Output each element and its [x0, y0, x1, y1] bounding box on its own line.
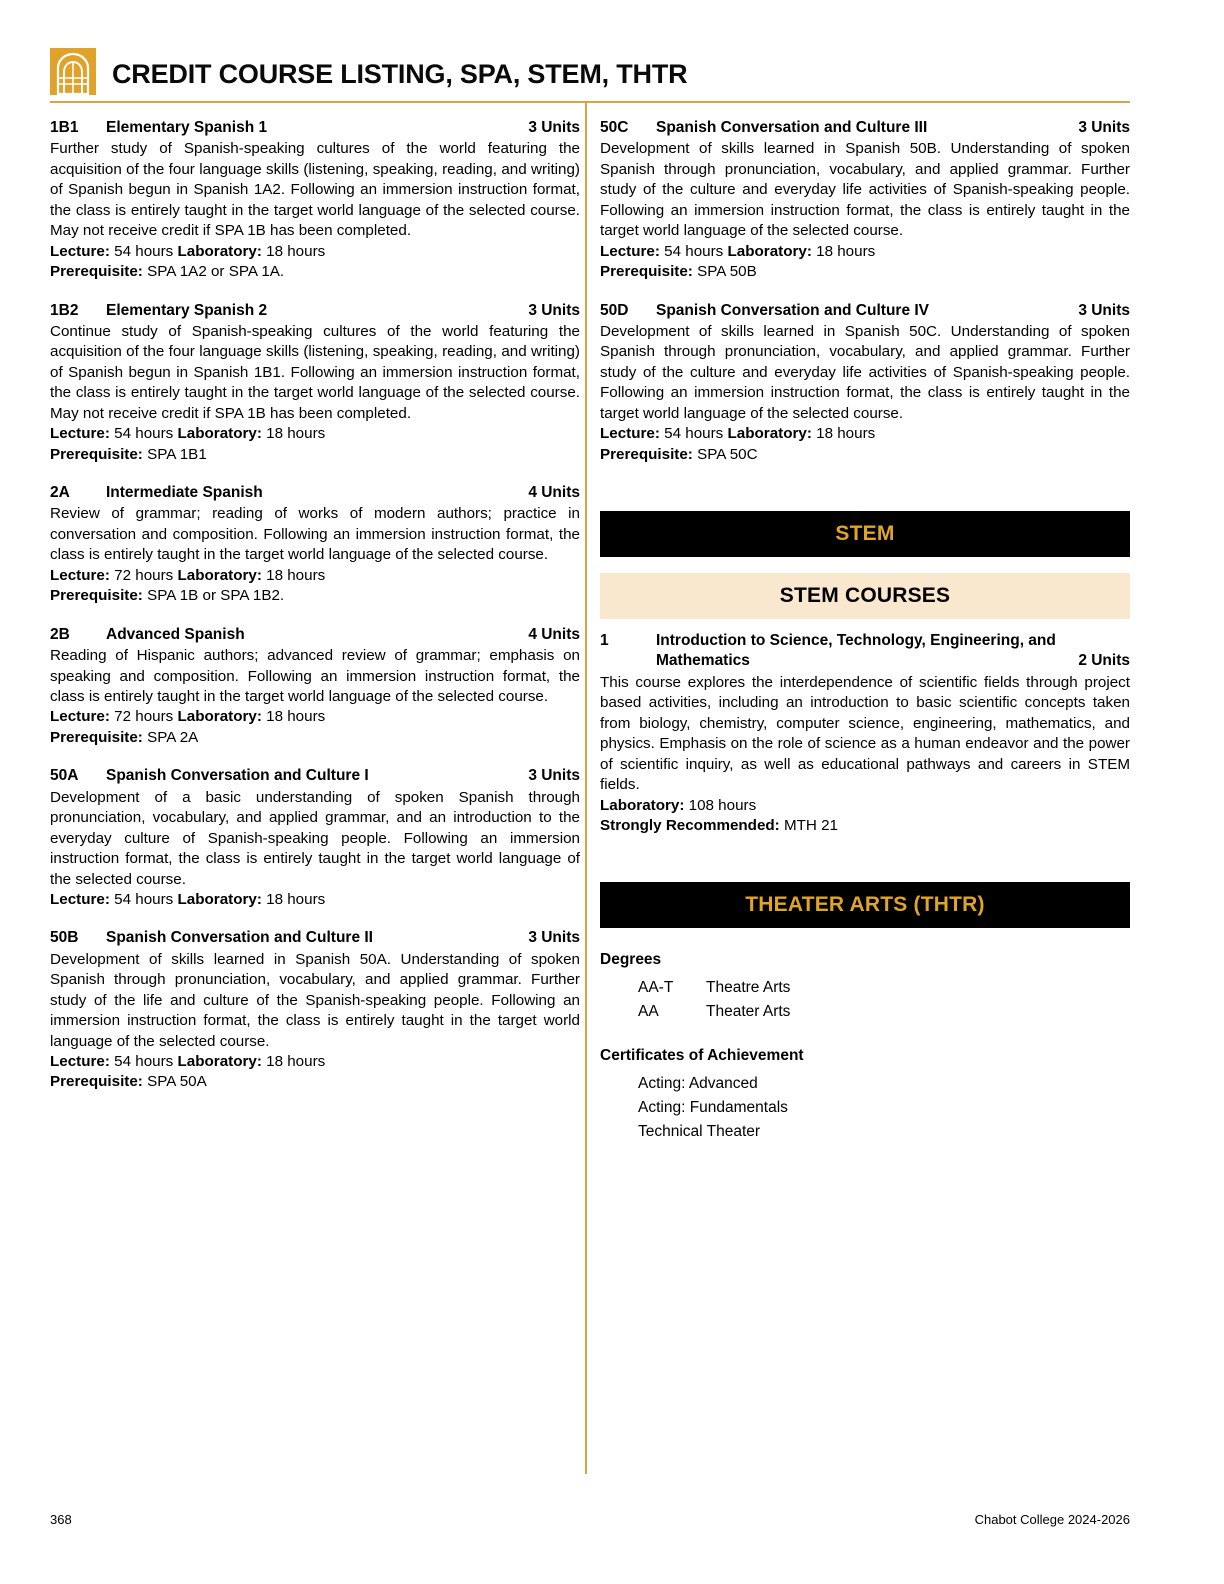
prerequisite-value: SPA 50C	[697, 445, 758, 463]
prerequisite-label: Prerequisite:	[50, 445, 143, 463]
lecture-value: 54 hours	[114, 242, 174, 260]
course-hours	[600, 424, 1130, 444]
prerequisite-label: Prerequisite:	[600, 263, 693, 281]
spacer	[600, 928, 1130, 950]
page-title: CREDIT COURSE LISTING, SPA, STEM, THTR	[112, 58, 688, 89]
course-units: 3 Units	[1078, 119, 1130, 136]
prerequisite-label: Prerequisite:	[50, 587, 143, 605]
course-description: Development of skills learned in Spanish 50A. Understanding of spoken Spanish through pronunciation, vocabulary, and applied grammar. Further study of the life and culture of the Spanish-speaking people. Following an immersion instruction format, the class is entirely taught in the target world language of the selected course.	[50, 950, 580, 1050]
laboratory-value: 18 hours	[816, 242, 876, 260]
column-divider	[585, 103, 587, 1474]
prerequisite-value: SPA 50A	[147, 1073, 207, 1091]
course-header	[50, 118, 580, 138]
prerequisite-value: SPA 2A	[147, 728, 199, 746]
page-footer	[50, 1512, 1130, 1527]
prerequisite-label: Prerequisite:	[50, 728, 143, 746]
lecture-value: 54 hours	[114, 425, 174, 443]
course-prerequisite	[50, 1072, 580, 1092]
laboratory-value: 18 hours	[266, 890, 326, 908]
stem-courses-banner: STEM COURSES	[600, 573, 1130, 619]
course-title-line-2: Mathematics	[656, 652, 750, 670]
course-hours	[50, 424, 580, 444]
laboratory-label: Laboratory:	[177, 708, 262, 726]
course-number: 50B	[50, 929, 79, 947]
course-hours	[50, 1052, 580, 1072]
course-prerequisite	[600, 445, 1130, 465]
right-column	[600, 118, 1130, 1144]
course-prerequisite	[50, 728, 580, 748]
laboratory-label: Laboratory:	[177, 242, 262, 260]
lecture-label: Lecture:	[50, 566, 110, 584]
degree-name: Theatre Arts	[706, 979, 791, 997]
lecture-value: 54 hours	[664, 242, 724, 260]
lecture-value: 72 hours	[114, 566, 174, 584]
course-number: 50C	[600, 119, 629, 136]
course-title: Intermediate Spanish	[106, 484, 263, 502]
degree-name: Theater Arts	[706, 1003, 791, 1021]
certificate-row: Acting: Advanced	[638, 1075, 758, 1093]
course-recommendation	[600, 816, 1130, 836]
strongly-recommended-value: MTH 21	[783, 817, 838, 834]
laboratory-value: 18 hours	[266, 1053, 326, 1071]
spacer	[600, 1024, 1130, 1046]
degrees-block	[600, 950, 1130, 1024]
prerequisite-label: Prerequisite:	[50, 1073, 143, 1091]
lecture-label: Lecture:	[50, 1053, 110, 1071]
header-rule	[50, 101, 1130, 103]
course-units: 3 Units	[528, 929, 580, 947]
theater-arts-section-banner: THEATER ARTS (THTR)	[600, 882, 1130, 928]
course-units: 3 Units	[1078, 301, 1130, 319]
course-title-line-1: Introduction to Science, Technology, Engineering, and	[656, 632, 1056, 650]
prerequisite-value: SPA 1B or SPA 1B2.	[147, 587, 285, 605]
course-description: Continue study of Spanish-speaking cultures of the world featuring the acquisition of the four language skills (listening, speaking, reading, and writing) of Spanish begun in Spanish 1B1. Following an immersion instruction format, the class is entirely taught in the target world language of the selected course. May not receive credit if SPA 1B has been completed.	[50, 322, 580, 422]
course-number: 1	[600, 632, 609, 650]
prerequisite-value: SPA 1B1	[147, 445, 207, 463]
course-hours	[50, 707, 580, 727]
prerequisite-label: Prerequisite:	[600, 445, 693, 463]
laboratory-label: Laboratory:	[177, 890, 262, 908]
course-title: Advanced Spanish	[106, 625, 245, 643]
course-units: 3 Units	[528, 301, 580, 319]
course-entry	[50, 118, 580, 283]
lecture-label: Lecture:	[50, 708, 110, 726]
course-title: Elementary Spanish 1	[106, 119, 268, 136]
lecture-value: 54 hours	[664, 425, 724, 443]
course-header	[50, 928, 580, 948]
course-number: 50A	[50, 767, 79, 785]
course-units: 2 Units	[1078, 652, 1130, 670]
laboratory-value: 18 hours	[266, 425, 326, 443]
course-units: 3 Units	[528, 767, 580, 785]
course-units: 4 Units	[528, 484, 580, 502]
lecture-label: Lecture:	[50, 242, 110, 260]
course-prerequisite	[50, 262, 580, 282]
spacer	[600, 854, 1130, 882]
strongly-recommended-label: Strongly Recommended:	[600, 817, 780, 834]
course-entry	[600, 631, 1130, 836]
course-units: 3 Units	[528, 119, 580, 136]
certificates-heading: Certificates of Achievement	[600, 1047, 804, 1065]
degree-code: AA	[638, 1003, 659, 1021]
course-entry	[600, 301, 1130, 466]
course-prerequisite	[50, 586, 580, 606]
course-number: 50D	[600, 301, 629, 319]
lecture-label: Lecture:	[50, 425, 110, 443]
course-entry	[50, 928, 580, 1093]
course-title: Spanish Conversation and Culture IV	[656, 301, 930, 319]
prerequisite-label: Prerequisite:	[50, 263, 143, 281]
laboratory-value: 18 hours	[816, 425, 876, 443]
course-number: 2A	[50, 484, 70, 502]
spacer	[600, 557, 1130, 573]
course-header	[600, 631, 1130, 672]
lecture-value: 72 hours	[114, 708, 174, 726]
course-header	[50, 301, 580, 321]
course-header	[50, 483, 580, 503]
course-entry	[600, 118, 1130, 283]
lecture-value: 54 hours	[114, 890, 174, 908]
course-title: Spanish Conversation and Culture I	[106, 767, 369, 785]
course-hours	[50, 242, 580, 262]
course-title: Spanish Conversation and Culture III	[656, 119, 928, 136]
certificate-row: Technical Theater	[638, 1123, 761, 1141]
laboratory-label: Laboratory:	[177, 566, 262, 584]
page-header	[50, 44, 1130, 102]
course-description: Review of grammar; reading of works of modern authors; practice in conversation and composition. Following an immersion instruction format, the class is entirely taught in the target world language of the selected course.	[50, 505, 580, 564]
page-number: 368	[50, 1512, 72, 1527]
chabot-college-logo-icon	[50, 48, 96, 98]
course-entry	[50, 483, 580, 607]
left-column	[50, 118, 580, 1093]
laboratory-label: Laboratory:	[727, 425, 812, 443]
degrees-heading: Degrees	[600, 951, 662, 969]
spacer	[600, 619, 1130, 631]
course-header	[600, 118, 1130, 138]
course-description: Development of skills learned in Spanish 50B. Understanding of spoken Spanish through pronunciation, vocabulary, and applied grammar. Further study of the culture and everyday life activities of Spanish-speaking people. Following an immersion instruction format, the class is entirely taught in the target world language of the selected course.	[600, 140, 1130, 240]
course-header	[50, 625, 580, 645]
course-header	[50, 766, 580, 786]
laboratory-label: Laboratory:	[177, 1053, 262, 1071]
certificate-row: Acting: Fundamentals	[638, 1099, 788, 1117]
course-number: 2B	[50, 625, 70, 643]
course-prerequisite	[600, 262, 1130, 282]
lecture-label: Lecture:	[600, 425, 660, 443]
course-number: 1B1	[50, 119, 79, 136]
course-header	[600, 301, 1130, 321]
course-description: This course explores the interdependence of scientific fields through project based activities, including an introduction to basic scientific concepts taken from biology, chemistry, computer science, engineering, mathematics, and physics. Emphasis on the role of science as a human endeavor and the power of scientific inquiry, as well as educational pathways and careers in STEM fields.	[600, 673, 1130, 794]
course-units: 4 Units	[528, 625, 580, 643]
lecture-label: Lecture:	[50, 890, 110, 908]
course-hours	[600, 796, 1130, 816]
degree-code: AA-T	[638, 979, 674, 997]
course-number: 1B2	[50, 301, 79, 319]
stem-section-banner: STEM	[600, 511, 1130, 557]
laboratory-value: 18 hours	[266, 242, 326, 260]
course-hours	[50, 890, 580, 910]
laboratory-label: Laboratory:	[727, 242, 812, 260]
course-description: Further study of Spanish-speaking cultures of the world featuring the acquisition of the four language skills (listening, speaking, reading, and writing) of Spanish begun in Spanish 1A2. Following an immersion instruction format, the class is entirely taught in the target world language of the selected course. May not receive credit if SPA 1B has been completed.	[50, 140, 580, 240]
certificates-block	[600, 1046, 1130, 1144]
course-title: Spanish Conversation and Culture II	[106, 929, 373, 947]
course-hours	[50, 566, 580, 586]
laboratory-label: Laboratory:	[600, 796, 685, 814]
course-description: Reading of Hispanic authors; advanced review of grammar; emphasis on speaking and composition. Following an immersion instruction format, the class is entirely taught in the target world language of the selected course.	[50, 647, 580, 705]
lecture-label: Lecture:	[600, 242, 660, 260]
lecture-value: 54 hours	[114, 1053, 174, 1071]
course-hours	[600, 242, 1130, 262]
laboratory-value: 18 hours	[266, 708, 326, 726]
laboratory-label: Laboratory:	[177, 425, 262, 443]
laboratory-value: 108 hours	[688, 796, 757, 814]
spacer	[600, 483, 1130, 511]
prerequisite-value: SPA 1A2 or SPA 1A.	[147, 263, 285, 281]
course-entry	[50, 766, 580, 910]
degree-row	[600, 1000, 1130, 1024]
course-prerequisite	[50, 445, 580, 465]
prerequisite-value: SPA 50B	[697, 263, 757, 281]
degree-row	[600, 976, 1130, 1000]
course-description: Development of a basic understanding of spoken Spanish through pronunciation, vocabulary, and applied grammar, and an introduction to the everyday culture of Spanish-speaking people. Following an immersion instruction format, the class is entirely taught in the target world language of the selected course.	[50, 788, 580, 888]
laboratory-value: 18 hours	[266, 566, 326, 584]
catalog-source: Chabot College 2024-2026	[974, 1512, 1130, 1527]
course-description: Development of skills learned in Spanish 50C. Understanding of spoken Spanish through pronunciation, vocabulary, and applied grammar. Further study of the culture and everyday life activities of Spanish-speaking people. Following an immersion instruction format, the class is entirely taught in the target world language of the selected course.	[600, 322, 1130, 422]
course-title: Elementary Spanish 2	[106, 301, 268, 319]
course-entry	[50, 301, 580, 466]
course-entry	[50, 625, 580, 749]
